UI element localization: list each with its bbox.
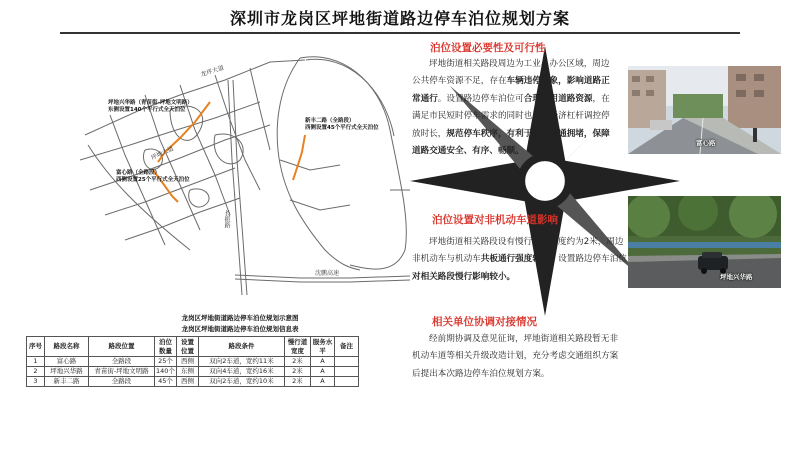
cell: A	[311, 367, 335, 377]
north-arrow-icon	[355, 46, 389, 80]
cell: 坪地兴华路	[45, 367, 89, 377]
col-header: 慢行道宽度	[285, 337, 311, 357]
label-fuxin: 富心路（全路段） 西侧设置25个平行式全天泊位	[116, 170, 190, 183]
col-header: 备注	[335, 337, 359, 357]
cell: 25个	[155, 357, 177, 367]
map-caption: 龙岗区坪地街道路边停车泊位规划示意图	[181, 314, 299, 322]
section-coordination-title: 相关单位协调对接情况	[432, 316, 537, 328]
table-row	[27, 377, 359, 387]
cell: 西侧	[177, 357, 199, 367]
col-header: 泊位数量	[155, 337, 177, 357]
cell: 45个	[155, 377, 177, 387]
table-row	[27, 367, 359, 377]
cell: 富心路	[45, 357, 89, 367]
cell: 2	[27, 367, 45, 377]
page-title: 深圳市龙岗区坪地街道路边停车泊位规划方案	[229, 9, 570, 28]
cell: A	[311, 377, 335, 387]
col-header: 路段名称	[45, 337, 89, 357]
photo-label-pingdi-xinghua: 坪地兴华路	[720, 273, 753, 281]
cell: 双向2车道，宽约11米	[199, 357, 285, 367]
cell: 2米	[285, 367, 311, 377]
cell	[335, 367, 359, 377]
table-caption: 龙岗区坪地街道路边停车泊位规划信息表	[181, 325, 299, 333]
cell: 140个	[156, 367, 175, 375]
cell: 双向4车道，宽约16米	[199, 367, 285, 377]
cell: 新丰二路	[45, 377, 89, 387]
photo-label-fuxin: 富心路	[696, 139, 716, 147]
cell: 2米	[285, 357, 311, 367]
table-row	[27, 357, 359, 367]
label-xinfeng: 新丰二路（全路段） 西侧设置45个平行式全天泊位	[305, 118, 379, 131]
col-header: 路段位置	[89, 337, 155, 357]
section-necessity-text: 坪地街道相关路段周边为工业、办公区域，周边公共停车资源不足，存在车辆违停现象，影响道路正常通行。设置路边停车泊位可合理利用道路资源，在满足市民短时停车需求的同时也利用经济杠杆调控停放时长，规范停车秩序，有利于缓解交通拥堵，保障道路交通安全、有序、畅顺。	[412, 59, 610, 157]
road-yanpeng: 沈鹏高速	[315, 270, 340, 277]
cell: 东侧	[177, 367, 199, 377]
parking-plan-map	[50, 40, 430, 322]
road-longping: 龙坪大道	[199, 64, 225, 79]
cell: 全路段	[89, 357, 155, 367]
col-header: 设置位置	[177, 337, 199, 357]
cell: 青苗街-坪地文明路	[89, 367, 155, 377]
cell: 3	[27, 377, 45, 387]
cell	[335, 357, 359, 367]
cell: 2米	[285, 377, 311, 387]
cell	[335, 377, 359, 387]
photo-pingdi-xinghua-road	[628, 196, 781, 288]
cell: A	[311, 357, 335, 367]
label-pingdi-xinghua: 坪地兴华路（青苗街-坪地文明路） 东侧设置140个平行式全天泊位	[108, 100, 193, 113]
col-header: 路段条件	[199, 337, 285, 357]
section-coordination-text: 经前期协调及意见征询，坪地街道相关路段暂无非机动车道等相关升级改造计划，充分考虑交通组织方案后提出本次路边停车泊位规划方案。	[412, 334, 619, 379]
cell: 全路段	[89, 377, 155, 387]
photo-fuxin-road	[628, 66, 781, 154]
col-header: 序号	[27, 337, 45, 357]
cell: 双向2车道，宽约10米	[199, 377, 285, 387]
parking-info-table	[26, 336, 359, 387]
table-header-row	[27, 337, 359, 357]
route-xinfeng	[293, 135, 305, 180]
title-divider	[60, 32, 740, 34]
road-pingdi: 坪地大道	[150, 145, 175, 162]
section-nonmotor-text: 坪地街道相关路段设有慢行道，宽度约为2米，周边非机动车与机动车共板通行强度较弱，设置路边停车泊位对相关路段慢行影响较小。	[412, 237, 627, 282]
cell: 1	[27, 357, 45, 367]
cell: 西侧	[177, 377, 199, 387]
road-changzhen: 长振路	[223, 210, 230, 228]
col-header: 服务水平	[311, 337, 335, 357]
section-nonmotor-title: 泊位设置对非机动车道影响	[432, 214, 558, 226]
section-necessity-title: 泊位设置必要性及可行性	[430, 42, 546, 54]
